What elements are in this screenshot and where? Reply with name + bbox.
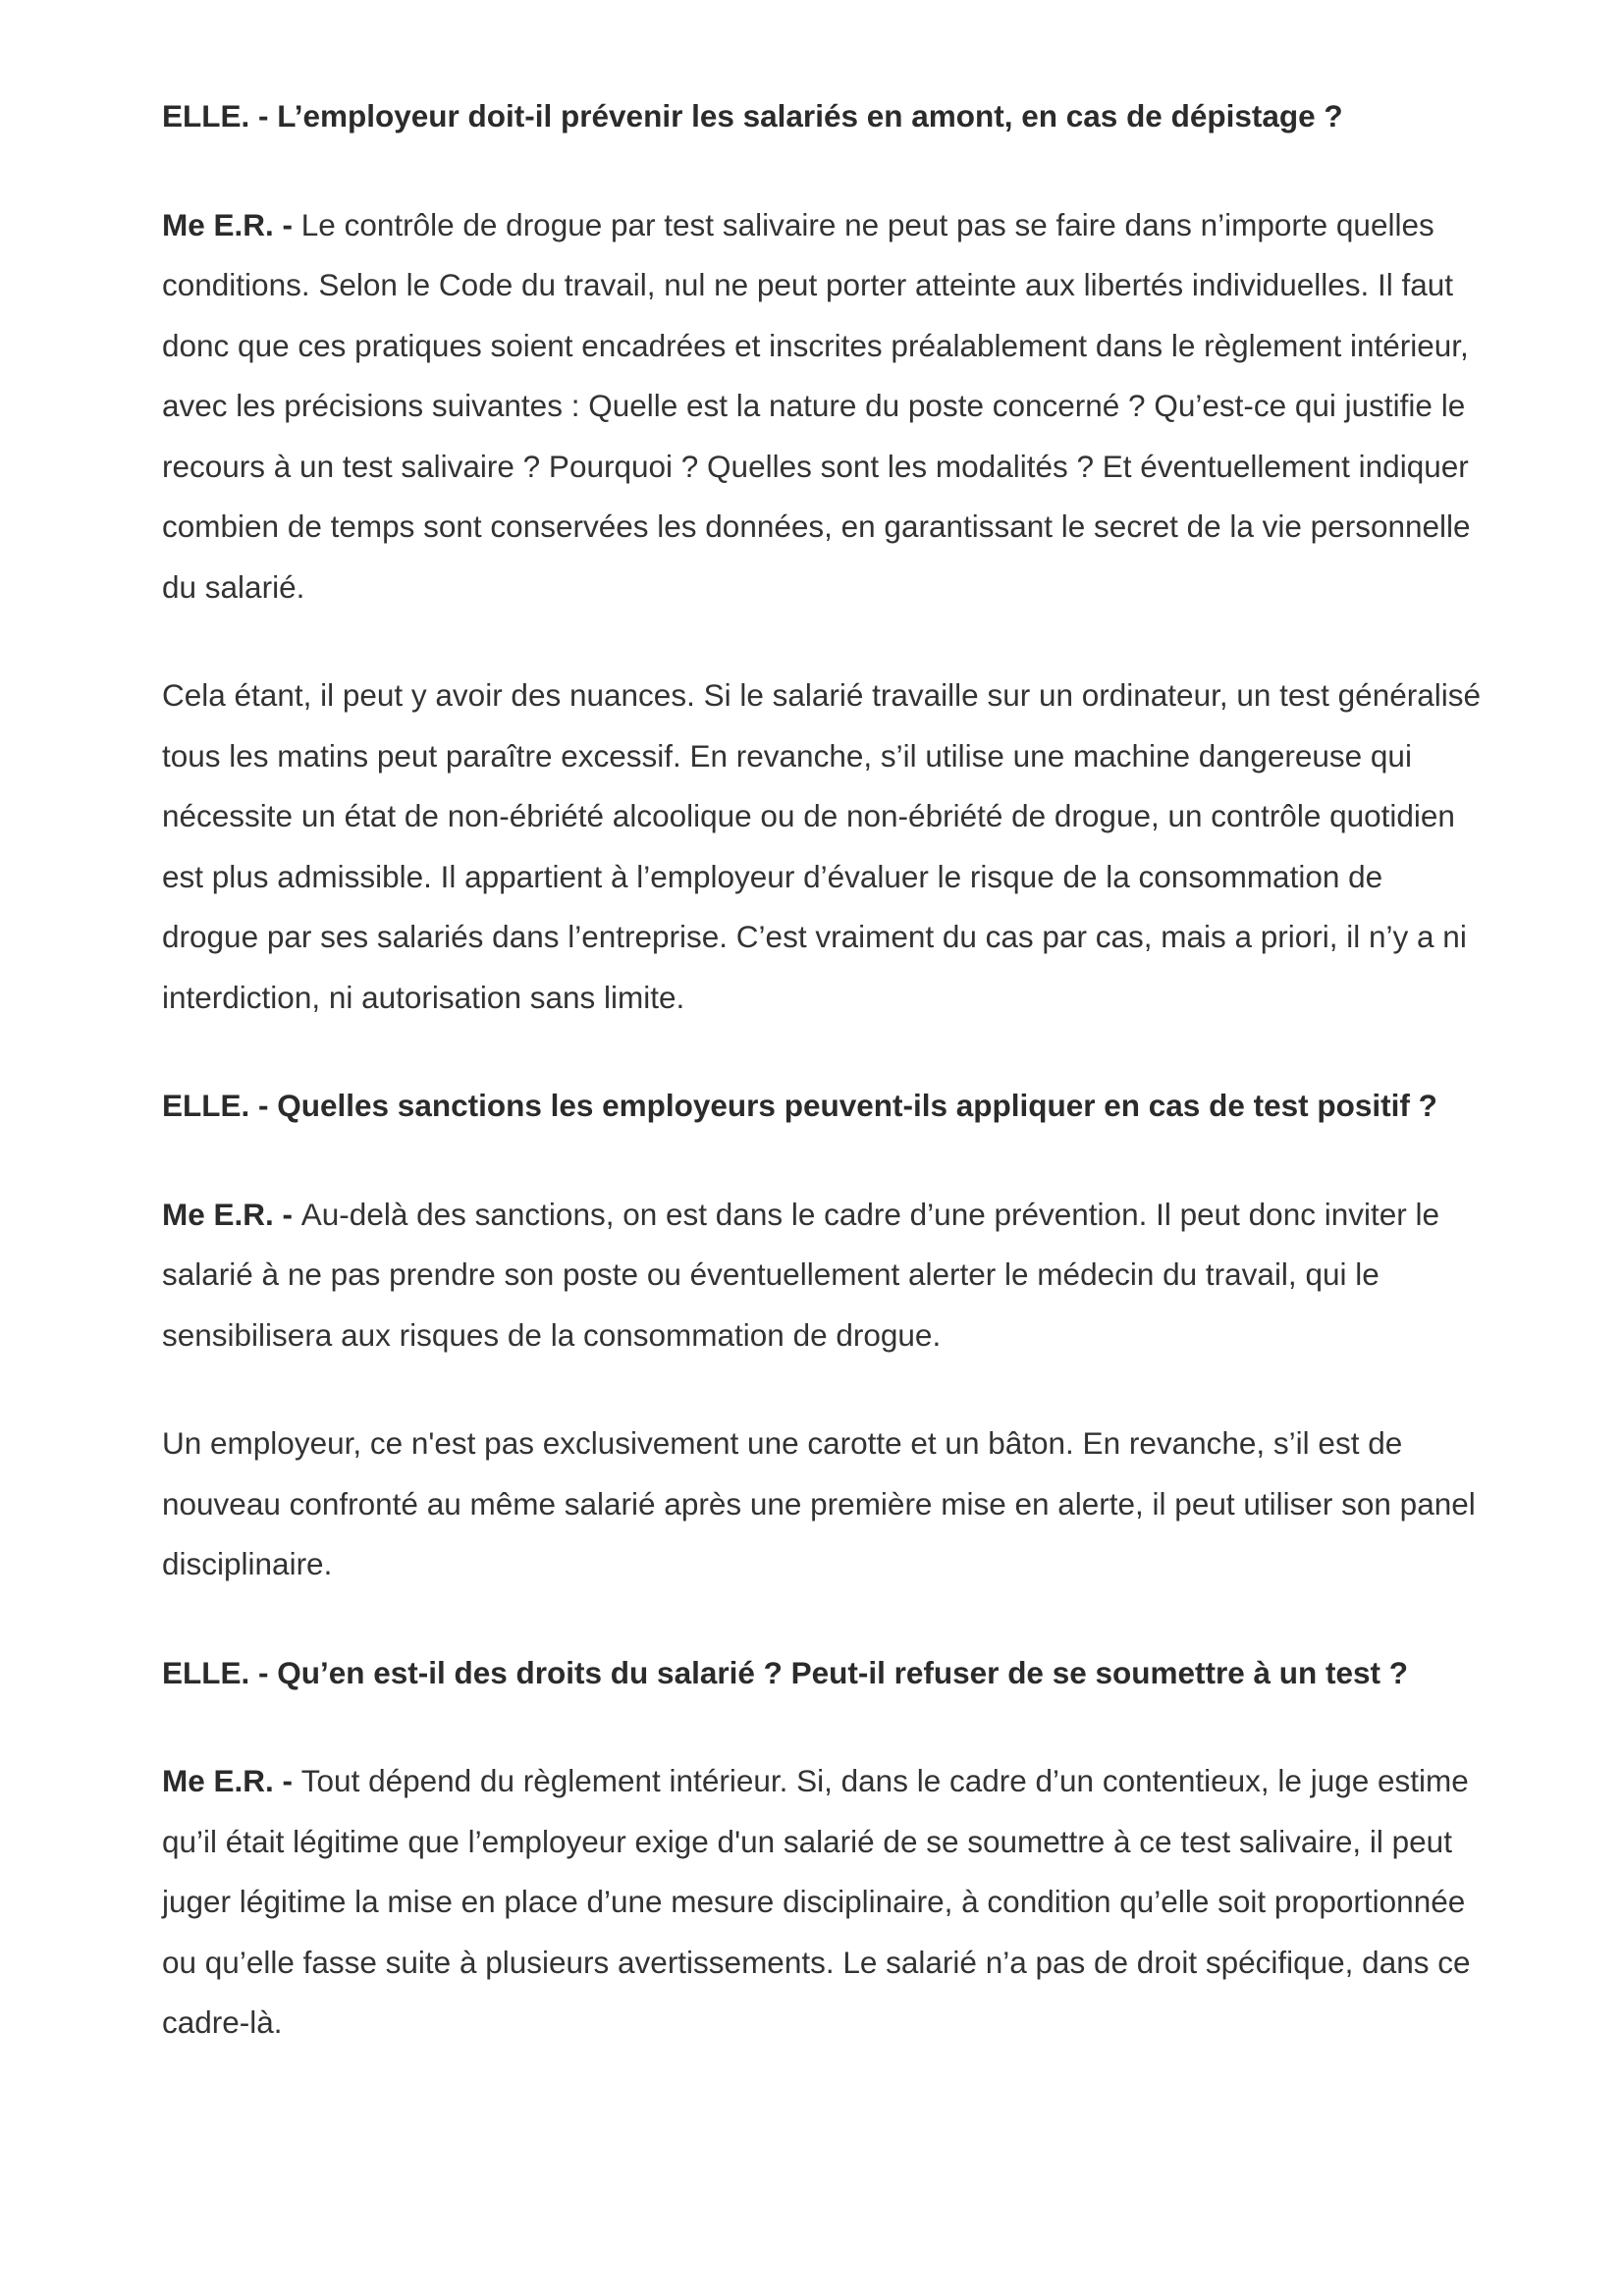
answer-text: Au-delà des sanctions, on est dans le cadre d’une prévention. Il peut donc inviter le salarié à ne pas prendre son poste ou éventuellement alerter le médecin du travail, qui le sensibilisera aux risques de la consommation de drogue. xyxy=(162,1196,1440,1353)
answer-speaker: Me E.R. xyxy=(162,1196,274,1232)
interview-question-3: ELLE. - Qu’en est-il des droits du salarié ? Peut-il refuser de se soumettre à un test ? xyxy=(162,1654,1409,1690)
answer-separator: - xyxy=(273,1196,301,1232)
interview-body xyxy=(162,86,1483,2054)
interview-question-2: ELLE. - Quelles sanctions les employeurs peuvent-ils appliquer en cas de test positif ? xyxy=(162,1088,1437,1123)
interview-answer-2 xyxy=(162,1185,1483,1366)
answer-speaker: Me E.R. xyxy=(162,1763,274,1798)
answer-separator: - xyxy=(273,206,301,242)
answer-separator: - xyxy=(273,1763,301,1798)
answer-1-continuation: Cela étant, il peut y avoir des nuances. Si le salarié travaille sur un ordinateur, un test généralisé tous les matins peut paraître excessif. En revanche, s’il utilise une machine dangereuse qui nécessite un état de non-ébriété alcoolique ou de non-ébriété de drogue, un contrôle quotidien est plus admissible. Il appartient à l’employeur d’évaluer le risque de la consommation de drogue par ses salariés dans l’entreprise. C’est vraiment du cas par cas, mais a priori, il n’y a ni interdiction, ni autorisation sans limite. xyxy=(162,677,1482,1015)
interview-answer-3 xyxy=(162,1751,1483,2054)
interview-answer-1 xyxy=(162,195,1483,618)
answer-2-continuation: Un employeur, ce n'est pas exclusivement une carotte et un bâton. En revanche, s’il est de nouveau confronté au même salarié après une première mise en alerte, il peut utiliser son panel disciplinaire. xyxy=(162,1425,1476,1581)
answer-text: Tout dépend du règlement intérieur. Si, dans le cadre d’un contentieux, le juge estime qu’il était légitime que l’employeur exige d'un salarié de se soumettre à ce test salivaire, il peut juger légitime la mise en place d’une mesure disciplinaire, à condition qu’elle soit proportionnée ou qu’elle fasse suite à plusieurs avertissements. Le salarié n’a pas de droit spécifique, dans ce cadre-là. xyxy=(162,1763,1471,2040)
answer-text: Le contrôle de drogue par test salivaire ne peut pas se faire dans n’importe quelles conditions. Selon le Code du travail, nul ne peut porter atteinte aux libertés individuelles. Il faut donc que ces pratiques soient encadrées et inscrites préalablement dans le règlement intérieur, avec les précisions suivantes : Quelle est la nature du poste concerné ? Qu’est-ce qui justifie le recours à un test salivaire ? Pourquoi ? Quelles sont les modalités ? Et éventuellement indiquer combien de temps sont conservées les données, en garantissant le secret de la vie personnelle du salarié. xyxy=(162,206,1471,605)
answer-speaker: Me E.R. xyxy=(162,206,274,242)
interview-question-1: ELLE. - L’employeur doit-il prévenir les salariés en amont, en cas de dépistage ? xyxy=(162,98,1343,133)
